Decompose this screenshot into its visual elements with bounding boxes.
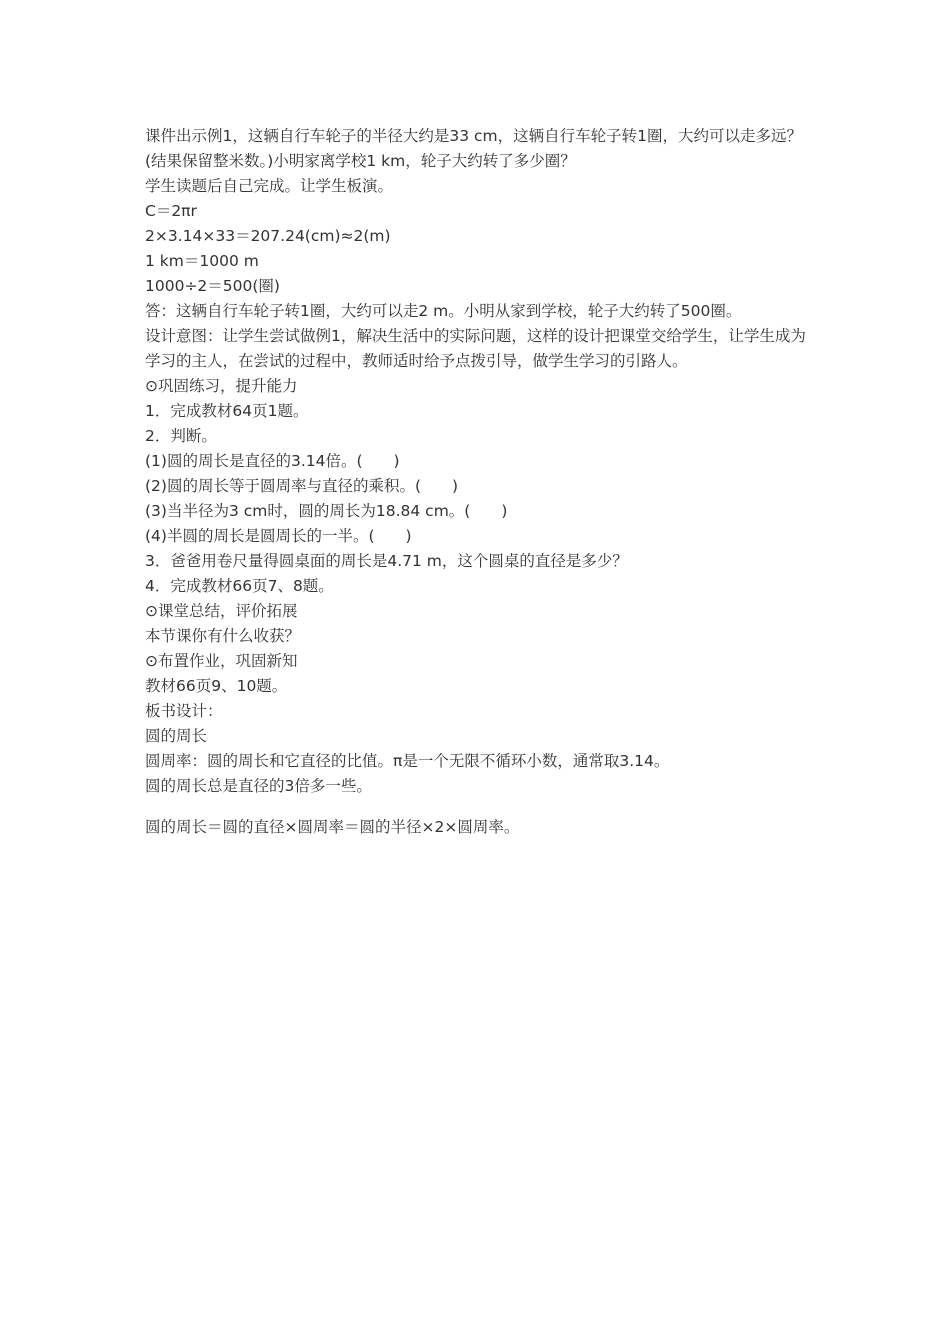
design-intent-text: 设计意图：让学生尝试做例1，解决生活中的实际问题，这样的设计把课堂交给学生，让学生成为学习的主人，在尝试的过程中，教师适时给予点拨引导，做学生学习的引路人。 bbox=[145, 327, 806, 370]
calculation-line-2: 1 km＝1000 m bbox=[145, 252, 259, 270]
summary-question: 本节课你有什么收获？ bbox=[145, 627, 301, 645]
exercise-item-4: 4．完成教材66页7、8题。 bbox=[145, 577, 334, 595]
homework-text: 教材66页9、10题。 bbox=[145, 677, 288, 695]
calculation-line-3: 1000÷2＝500(圈) bbox=[145, 277, 280, 295]
board-formula: 圆的周长＝圆的直径×圆周率＝圆的半径×2×圆周率。 bbox=[145, 818, 520, 836]
example-problem-text: 课件出示例1，这辆自行车轮子的半径大约是33 cm，这辆自行车轮子转1圈，大约可以走多远？(结果保留整米数。)小明家离学校1 km，轮子大约转了多少圈？ bbox=[145, 127, 802, 170]
document-page bbox=[145, 124, 815, 840]
judgement-item-3: (3)当半径为3 cm时，圆的周长为18.84 cm。( ) bbox=[145, 502, 508, 520]
judgement-item-2: (2)圆的周长等于圆周率与直径的乘积。( ) bbox=[145, 477, 459, 495]
section-heading-summary: ⊙课堂总结，评价拓展 bbox=[145, 602, 298, 620]
answer-text: 答：这辆自行车轮子转1圈，大约可以走2 m。小明从家到学校，轮子大约转了500圈。 bbox=[145, 302, 742, 320]
section-heading-homework: ⊙布置作业，巩固新知 bbox=[145, 652, 298, 670]
board-note: 圆的周长总是直径的3倍多一些。 bbox=[145, 777, 372, 795]
board-pi-definition: 圆周率：圆的周长和它直径的比值。π是一个无限不循环小数，通常取3.14。 bbox=[145, 752, 670, 770]
exercise-item-1: 1．完成教材64页1题。 bbox=[145, 402, 309, 420]
board-design-heading: 板书设计： bbox=[145, 702, 223, 720]
board-title: 圆的周长 bbox=[145, 727, 208, 745]
calculation-line-1: 2×3.14×33＝207.24(cm)≈2(m) bbox=[145, 227, 391, 245]
blank-spacer bbox=[145, 799, 815, 815]
section-heading-practice: ⊙巩固练习，提升能力 bbox=[145, 377, 298, 395]
judgement-item-1: (1)圆的周长是直径的3.14倍。( ) bbox=[145, 452, 400, 470]
student-instruction-text: 学生读题后自己完成。让学生板演。 bbox=[145, 177, 394, 195]
judgement-item-4: (4)半圆的周长是圆周长的一半。( ) bbox=[145, 527, 412, 545]
formula-circumference: C＝2πr bbox=[145, 202, 197, 220]
exercise-item-2: 2．判断。 bbox=[145, 427, 217, 445]
exercise-item-3: 3．爸爸用卷尺量得圆桌面的周长是4.71 m，这个圆桌的直径是多少？ bbox=[145, 552, 628, 570]
